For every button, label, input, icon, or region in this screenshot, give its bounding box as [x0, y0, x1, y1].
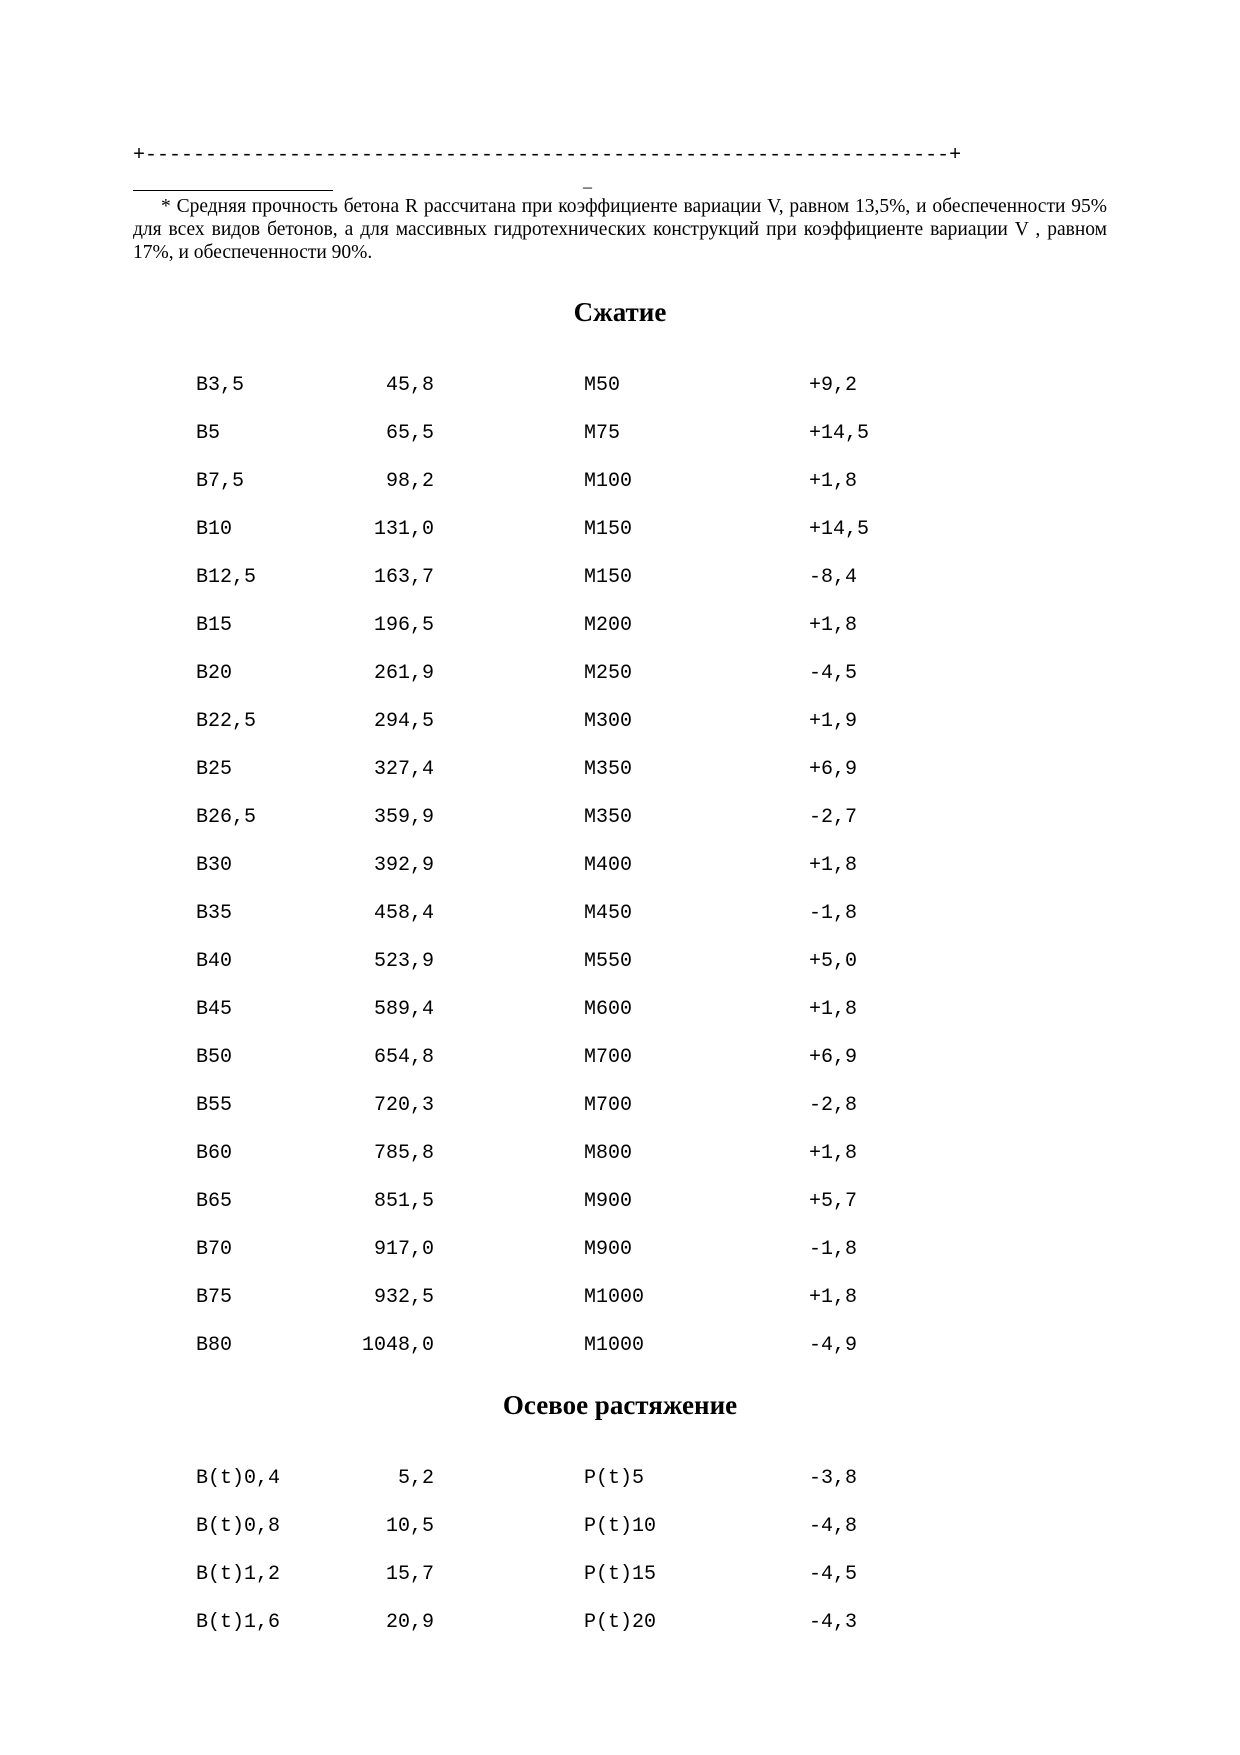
- strength-cell: 1048,0: [361, 1334, 434, 1357]
- table-row: [0, 854, 1240, 902]
- class-cell: B(t)1,6: [196, 1611, 281, 1634]
- grade-cell: P(t)20: [584, 1611, 657, 1634]
- deviation-cell: -1,8: [809, 1238, 858, 1261]
- class-cell: B35: [196, 902, 233, 925]
- table-row: [0, 1142, 1240, 1190]
- strength-cell: 15,7: [385, 1563, 434, 1586]
- deviation-cell: -4,8: [809, 1515, 858, 1538]
- class-cell: B70: [196, 1238, 233, 1261]
- class-cell: B75: [196, 1286, 233, 1309]
- class-cell: B3,5: [196, 374, 245, 397]
- deviation-cell: -4,3: [809, 1611, 858, 1634]
- class-cell: B40: [196, 950, 233, 973]
- class-cell: B15: [196, 614, 233, 637]
- table-border-line: +-------------------------------------------------------------------+: [133, 144, 962, 167]
- deviation-cell: -4,9: [809, 1334, 858, 1357]
- deviation-cell: +6,9: [809, 758, 858, 781]
- table-row: [0, 1563, 1240, 1611]
- table-row: [0, 1611, 1240, 1659]
- deviation-cell: -4,5: [809, 662, 858, 685]
- class-cell: B50: [196, 1046, 233, 1069]
- deviation-cell: +1,8: [809, 1142, 858, 1165]
- table-row: [0, 1046, 1240, 1094]
- table-row: [0, 614, 1240, 662]
- section-title-tension: Осевое растяжение: [502, 1390, 738, 1420]
- class-cell: B45: [196, 998, 233, 1021]
- table-row: [0, 950, 1240, 998]
- deviation-cell: +6,9: [809, 1046, 858, 1069]
- class-cell: B60: [196, 1142, 233, 1165]
- class-cell: B80: [196, 1334, 233, 1357]
- class-cell: B7,5: [196, 470, 245, 493]
- strength-cell: 720,3: [373, 1094, 434, 1117]
- table-row: [0, 566, 1240, 614]
- class-cell: B12,5: [196, 566, 257, 589]
- class-cell: B5: [196, 422, 221, 445]
- strength-cell: 10,5: [385, 1515, 434, 1538]
- grade-cell: M350: [584, 806, 633, 829]
- tension-table: [0, 1467, 1240, 1659]
- strength-cell: 196,5: [373, 614, 434, 637]
- table-row: [0, 422, 1240, 470]
- strength-cell: 5,2: [397, 1467, 434, 1490]
- grade-cell: M550: [584, 950, 633, 973]
- class-cell: B30: [196, 854, 233, 877]
- table-row: [0, 1094, 1240, 1142]
- strength-cell: 131,0: [373, 518, 434, 541]
- deviation-cell: -2,8: [809, 1094, 858, 1117]
- deviation-cell: +9,2: [809, 374, 858, 397]
- strength-cell: 654,8: [373, 1046, 434, 1069]
- deviation-cell: -2,7: [809, 806, 858, 829]
- strength-cell: 785,8: [373, 1142, 434, 1165]
- grade-cell: M150: [584, 566, 633, 589]
- table-row: [0, 710, 1240, 758]
- section-title-compression: Сжатие: [573, 297, 667, 327]
- grade-cell: M100: [584, 470, 633, 493]
- footnote-mark: _: [583, 170, 592, 190]
- table-row: [0, 902, 1240, 950]
- deviation-cell: -4,5: [809, 1563, 858, 1586]
- class-cell: B(t)1,2: [196, 1563, 281, 1586]
- grade-cell: M700: [584, 1046, 633, 1069]
- grade-cell: M400: [584, 854, 633, 877]
- strength-cell: 359,9: [373, 806, 434, 829]
- table-row: [0, 1467, 1240, 1515]
- strength-cell: 932,5: [373, 1286, 434, 1309]
- grade-cell: M150: [584, 518, 633, 541]
- deviation-cell: +14,5: [809, 518, 870, 541]
- grade-cell: M900: [584, 1238, 633, 1261]
- class-cell: B(t)0,4: [196, 1467, 281, 1490]
- class-cell: B22,5: [196, 710, 257, 733]
- deviation-cell: +1,8: [809, 1286, 858, 1309]
- deviation-cell: -3,8: [809, 1467, 858, 1490]
- class-cell: B10: [196, 518, 233, 541]
- strength-cell: 917,0: [373, 1238, 434, 1261]
- grade-cell: M75: [584, 422, 621, 445]
- grade-cell: M450: [584, 902, 633, 925]
- table-row: [0, 662, 1240, 710]
- grade-cell: M1000: [584, 1334, 645, 1357]
- grade-cell: M250: [584, 662, 633, 685]
- deviation-cell: +1,8: [809, 854, 858, 877]
- table-row: [0, 518, 1240, 566]
- table-row: [0, 1334, 1240, 1382]
- deviation-cell: +1,8: [809, 614, 858, 637]
- grade-cell: M200: [584, 614, 633, 637]
- deviation-cell: +1,8: [809, 470, 858, 493]
- table-row: [0, 1515, 1240, 1563]
- deviation-cell: +14,5: [809, 422, 870, 445]
- class-cell: B25: [196, 758, 233, 781]
- grade-cell: M350: [584, 758, 633, 781]
- grade-cell: M300: [584, 710, 633, 733]
- deviation-cell: +5,7: [809, 1190, 858, 1213]
- strength-cell: 327,4: [373, 758, 434, 781]
- strength-cell: 163,7: [373, 566, 434, 589]
- deviation-cell: +1,9: [809, 710, 858, 733]
- deviation-cell: +1,8: [809, 998, 858, 1021]
- footnote-text: * Средняя прочность бетона R рассчитана при коэффициенте вариации V, равном 13,5%, и обеспеченности 95% для всех видов бетонов, а для массивных гидротехнических конструкций при коэффициенте вариации V , равном 17%, и обеспеченности 90%.: [133, 196, 1107, 263]
- table-row: [0, 1190, 1240, 1238]
- strength-cell: 851,5: [373, 1190, 434, 1213]
- table-row: [0, 374, 1240, 422]
- class-cell: B65: [196, 1190, 233, 1213]
- grade-cell: M900: [584, 1190, 633, 1213]
- strength-cell: 458,4: [373, 902, 434, 925]
- deviation-cell: +5,0: [809, 950, 858, 973]
- grade-cell: P(t)10: [584, 1515, 657, 1538]
- deviation-cell: -8,4: [809, 566, 858, 589]
- grade-cell: M700: [584, 1094, 633, 1117]
- class-cell: B20: [196, 662, 233, 685]
- table-row: [0, 1286, 1240, 1334]
- grade-cell: M1000: [584, 1286, 645, 1309]
- grade-cell: P(t)5: [584, 1467, 645, 1490]
- strength-cell: 98,2: [385, 470, 434, 493]
- class-cell: B55: [196, 1094, 233, 1117]
- class-cell: B(t)0,8: [196, 1515, 281, 1538]
- strength-cell: 523,9: [373, 950, 434, 973]
- compression-table: [0, 374, 1240, 1382]
- footnote-separator: [133, 190, 333, 191]
- deviation-cell: -1,8: [809, 902, 858, 925]
- table-row: [0, 806, 1240, 854]
- strength-cell: 45,8: [385, 374, 434, 397]
- grade-cell: M800: [584, 1142, 633, 1165]
- grade-cell: M600: [584, 998, 633, 1021]
- table-row: [0, 1238, 1240, 1286]
- grade-cell: M50: [584, 374, 621, 397]
- strength-cell: 20,9: [385, 1611, 434, 1634]
- table-row: [0, 470, 1240, 518]
- strength-cell: 392,9: [373, 854, 434, 877]
- table-row: [0, 998, 1240, 1046]
- strength-cell: 294,5: [373, 710, 434, 733]
- strength-cell: 261,9: [373, 662, 434, 685]
- strength-cell: 65,5: [385, 422, 434, 445]
- class-cell: B26,5: [196, 806, 257, 829]
- table-row: [0, 758, 1240, 806]
- strength-cell: 589,4: [373, 998, 434, 1021]
- grade-cell: P(t)15: [584, 1563, 657, 1586]
